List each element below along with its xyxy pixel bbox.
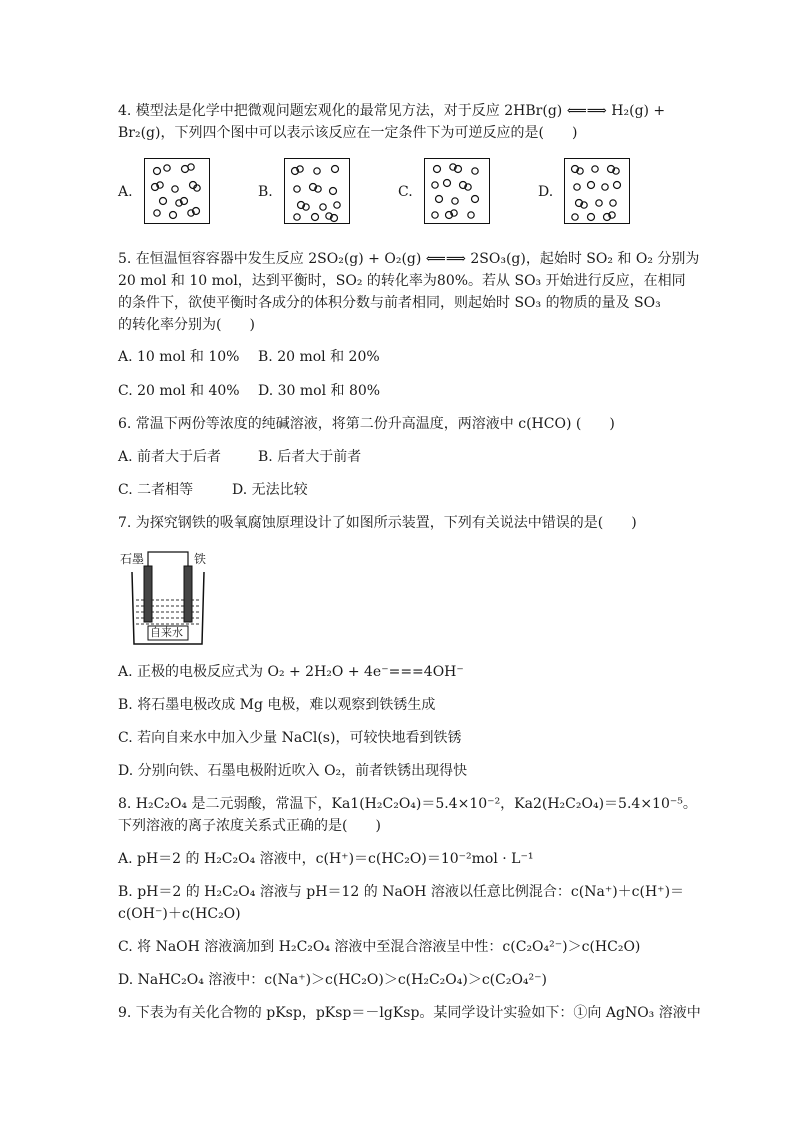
q5-stem-line3: 的条件下，欲使平衡时各成分的体积分数与前者相同，则起始时 SO₃ 的物质的量及 SO₃ [118,295,661,311]
q8-stem-line2: 下列溶液的离子浓度关系式正确的是( ) [118,818,381,834]
q8-stem-line1: 8. H₂C₂O₄ 是二元弱酸，常温下，Ka1(H₂C₂O₄)＝5.4×10⁻²，Ka2(H₂C₂O₄)＝5.4×10⁻⁵。 [118,796,697,812]
q4-stem-line2: Br₂(g)，下列四个图中可以表示该反应在一定条件下为可逆反应的是( ) [118,125,578,141]
q5-option-a[interactable]: A. 10 mol 和 10% [118,349,240,365]
q7-option-a[interactable]: A. 正极的电极反应式为 O₂ + 2H₂O + 4e⁻===4OH⁻ [118,664,464,680]
q6-option-a[interactable]: A. 前者大于后者 [118,449,222,465]
option-letter: B. [258,184,273,200]
q6-option-b[interactable]: B. 后者大于前者 [258,449,362,465]
q5-option-d[interactable]: D. 30 mol 和 80% [258,383,381,399]
q5-option-c[interactable]: C. 20 mol 和 40% [118,383,240,399]
option-letter: C. [398,184,413,200]
q7-option-c[interactable]: C. 若向自来水中加入少量 NaCl(s)，可较快地看到铁锈 [118,730,462,746]
molecule-diagram-d [564,158,630,224]
iron-label: 铁 [194,552,207,566]
molecule-diagram-a [144,158,210,224]
q8-option-a[interactable]: A. pH＝2 的 H₂C₂O₄ 溶液中，c(H⁺)＝c(HC₂O)＝10⁻²mol · L⁻¹ [118,851,534,867]
q5-stem-line1: 5. 在恒温恒容容器中发生反应 2SO₂(g) + O₂(g) ⟸⟹ 2SO₃(g)，起始时 SO₂ 和 O₂ 分别为 [118,251,700,267]
q9-stem-line1: 9. 下表为有关化合物的 pKsp，pKsp＝－lgKsp。某同学设计实验如下：①向 AgNO₃ 溶液中 [118,1005,701,1021]
q6-stem-line1: 6. 常温下两份等浓度的纯碱溶液，将第二份升高温度，两溶液中 c(HCO) ( ) [118,416,615,432]
molecule-diagram-c [424,158,490,224]
q5-stem-line2: 20 mol 和 10 mol，达到平衡时，SO₂ 的转化率为80%。若从 SO₃ 开始进行反应，在相同 [118,273,686,289]
q5-stem-line4: 的转化率分别为( ) [118,317,255,333]
q8-option-b-line1[interactable]: B. pH＝2 的 H₂C₂O₄ 溶液与 pH＝12 的 NaOH 溶液以任意比例混合：c(Na⁺)＋c(H⁺)＝ [118,884,685,900]
q8-option-c[interactable]: C. 将 NaOH 溶液滴加到 H₂C₂O₄ 溶液中至混合溶液呈中性：c(C₂O₄²⁻)＞c(HC₂O) [118,939,641,955]
q5-option-b[interactable]: B. 20 mol 和 20% [258,349,380,365]
q6-option-d[interactable]: D. 无法比较 [232,482,308,498]
corrosion-apparatus [118,548,214,648]
q7-stem-line1: 7. 为探究钢铁的吸氧腐蚀原理设计了如图所示装置，下列有关说法中错误的是( ) [118,515,637,531]
option-letter: D. [538,184,554,200]
q6-option-c[interactable]: C. 二者相等 [118,482,194,498]
q4-option-row [118,158,678,228]
q8-option-b-line2: c(OH⁻)＋c(HC₂O) [118,906,241,922]
q7-option-b[interactable]: B. 将石墨电极改成 Mg 电极，难以观察到铁锈生成 [118,697,436,713]
q7-option-d[interactable]: D. 分别向铁、石墨电极附近吹入 O₂，前者铁锈出现得快 [118,763,468,779]
q4-stem-line1: 4. 模型法是化学中把微观问题宏观化的最常见方法，对于反应 2HBr(g) ⟸⟹ H₂(g) + [118,103,666,119]
q8-option-d[interactable]: D. NaHC₂O₄ 溶液中：c(Na⁺)＞c(HC₂O)＞c(H₂C₂O₄)＞c(C₂O₄²⁻) [118,972,548,988]
option-letter: A. [118,184,133,200]
molecule-diagram-b [284,158,350,224]
graphite-label: 石墨 [120,552,145,566]
tap-water-label: 自来水 [150,626,183,639]
